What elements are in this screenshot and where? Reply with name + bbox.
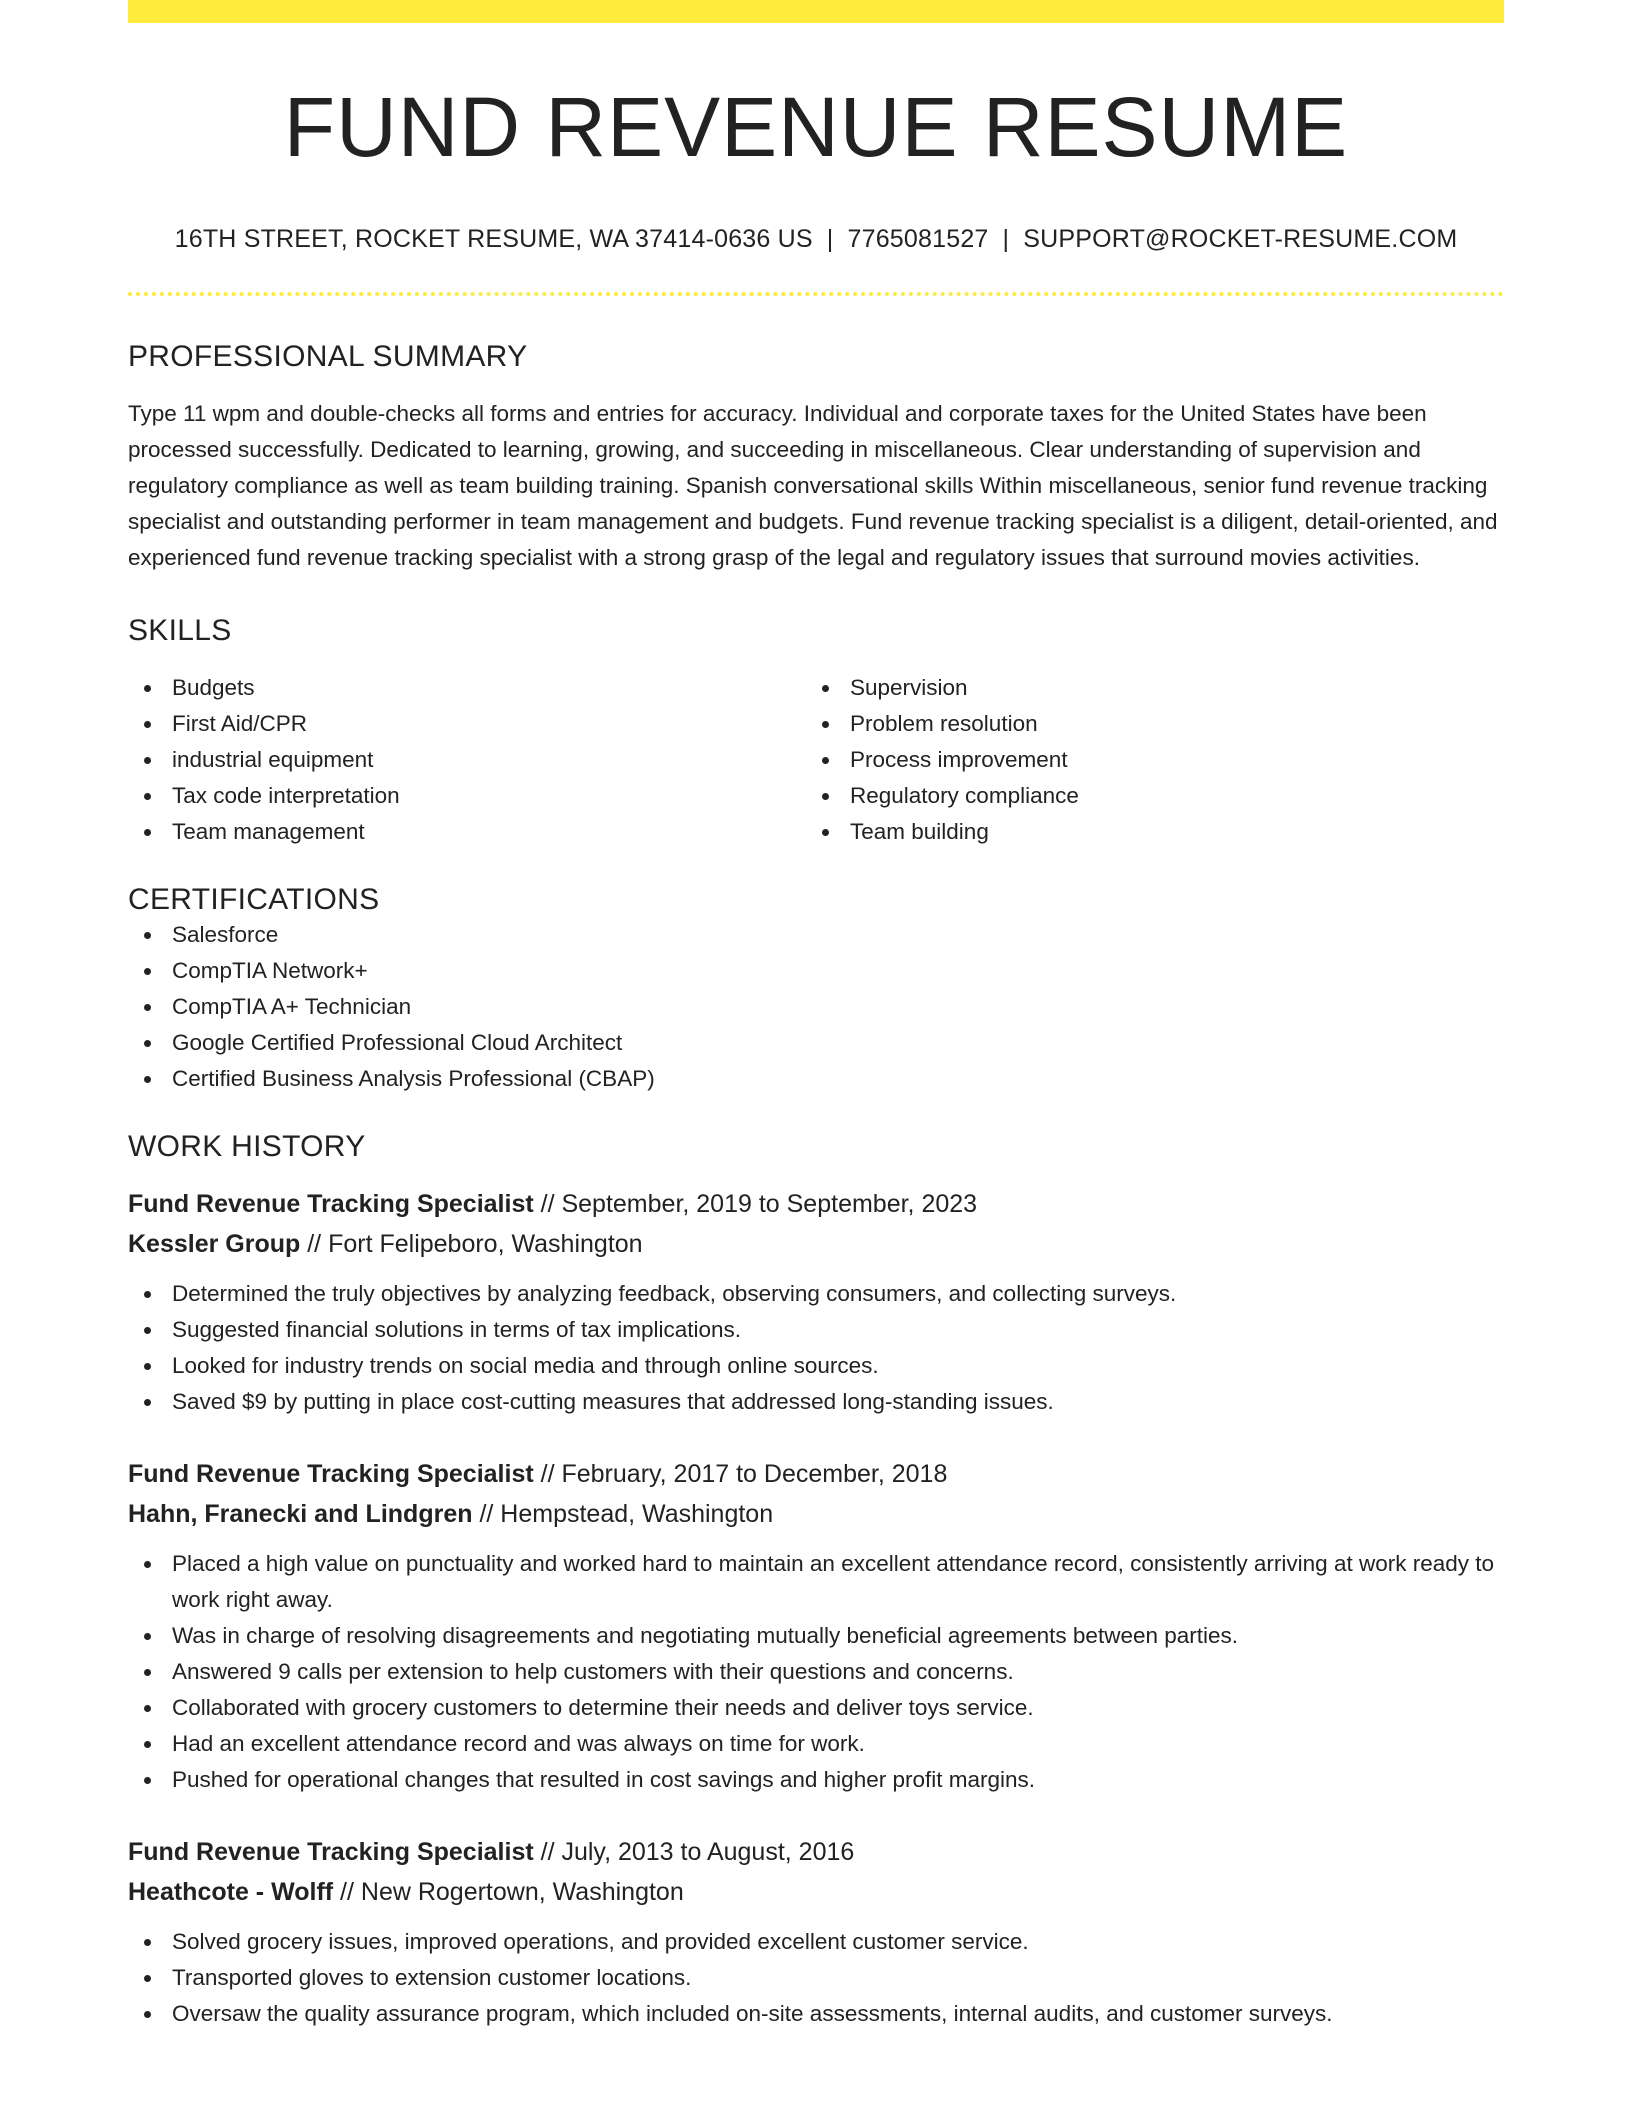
contact-email: SUPPORT@ROCKET-RESUME.COM [1023, 225, 1458, 254]
job-bullet: Suggested financial solutions in terms of tax implications. [128, 1312, 1504, 1348]
contact-separator: | [1002, 225, 1010, 254]
job-location: // New Rogertown, Washington [340, 1878, 684, 1907]
certification-item: Google Certified Professional Cloud Architect [128, 1025, 1504, 1061]
job-bullets [128, 1546, 1504, 1798]
job-dates: // September, 2019 to September, 2023 [540, 1190, 978, 1219]
job-role: Fund Revenue Tracking Specialist [128, 1190, 534, 1219]
dotted-divider [128, 292, 1504, 296]
skills-heading: SKILLS [128, 614, 232, 648]
job-bullet: Had an excellent attendance record and was always on time for work. [128, 1726, 1504, 1762]
contact-separator: | [826, 225, 834, 254]
skill-item: Problem resolution [806, 706, 1484, 742]
job-role-line [128, 1454, 1504, 1494]
job-company-line [128, 1872, 1504, 1912]
skill-item: Process improvement [806, 742, 1484, 778]
job-bullet: Collaborated with grocery customers to determine their needs and deliver toys service. [128, 1690, 1504, 1726]
job-bullet: Looked for industry trends on social media and through online sources. [128, 1348, 1504, 1384]
certification-item: Certified Business Analysis Professional (CBAP) [128, 1061, 1504, 1097]
job-entry [128, 1832, 1504, 2032]
job-location: // Hempstead, Washington [479, 1500, 774, 1529]
contact-line [128, 225, 1504, 254]
job-entry [128, 1184, 1504, 1420]
job-company-line [128, 1494, 1504, 1534]
job-bullet: Pushed for operational changes that resulted in cost savings and higher profit margins. [128, 1762, 1504, 1798]
skill-item: industrial equipment [128, 742, 806, 778]
job-company: Heathcote - Wolff [128, 1878, 334, 1907]
summary-heading: PROFESSIONAL SUMMARY [128, 340, 528, 374]
contact-phone: 7765081527 [847, 225, 989, 254]
job-role: Fund Revenue Tracking Specialist [128, 1838, 534, 1867]
certification-item: Salesforce [128, 917, 1504, 953]
top-accent-bar [128, 0, 1504, 23]
skill-item: First Aid/CPR [128, 706, 806, 742]
summary-text: Type 11 wpm and double-checks all forms and entries for accuracy. Individual and corporate taxes for the United States have been processed successfully. Dedicated to learning, growing, and succeeding in miscellaneous. Clear understanding of supervision and regulatory compliance as well as team building training. Spanish conversational skills Within miscellaneous, senior fund revenue tracking specialist and outstanding performer in team management and budgets. Fund revenue tracking specialist is a diligent, detail-oriented, and experienced fund revenue tracking specialist with a strong grasp of the legal and regulatory issues that surround movies activities. [128, 401, 1498, 571]
job-bullet: Answered 9 calls per extension to help customers with their questions and concerns. [128, 1654, 1504, 1690]
job-bullet: Determined the truly objectives by analyzing feedback, observing consumers, and collecting surveys. [128, 1276, 1504, 1312]
certification-item: CompTIA Network+ [128, 953, 1504, 989]
job-bullets [128, 1924, 1504, 2032]
job-company-line [128, 1224, 1504, 1264]
certifications-heading: CERTIFICATIONS [128, 883, 380, 917]
certifications-list [128, 917, 1504, 1097]
work-history-heading: WORK HISTORY [128, 1130, 366, 1164]
job-dates: // February, 2017 to December, 2018 [540, 1460, 948, 1489]
job-bullet: Was in charge of resolving disagreements and negotiating mutually beneficial agreements between parties. [128, 1618, 1504, 1654]
skills-right-list [806, 670, 1484, 850]
skill-item: Tax code interpretation [128, 778, 806, 814]
job-company: Hahn, Franecki and Lindgren [128, 1500, 473, 1529]
skill-item: Team building [806, 814, 1484, 850]
job-bullet: Solved grocery issues, improved operations, and provided excellent customer service. [128, 1924, 1504, 1960]
skill-item: Team management [128, 814, 806, 850]
resume-title: FUND REVENUE RESUME [283, 80, 1349, 174]
job-role: Fund Revenue Tracking Specialist [128, 1460, 534, 1489]
job-bullet: Saved $9 by putting in place cost-cutting measures that addressed long-standing issues. [128, 1384, 1504, 1420]
job-company: Kessler Group [128, 1230, 301, 1259]
skill-item: Regulatory compliance [806, 778, 1484, 814]
job-bullet: Transported gloves to extension customer locations. [128, 1960, 1504, 1996]
skill-item: Budgets [128, 670, 806, 706]
job-dates: // July, 2013 to August, 2016 [540, 1838, 855, 1867]
job-bullet: Oversaw the quality assurance program, which included on-site assessments, internal audits, and customer surveys. [128, 1996, 1504, 2032]
job-role-line [128, 1832, 1504, 1872]
skill-item: Supervision [806, 670, 1484, 706]
contact-address: 16TH STREET, ROCKET RESUME, WA 37414-0636 US [174, 225, 813, 254]
skills-columns [128, 670, 1504, 850]
job-bullet: Placed a high value on punctuality and worked hard to maintain an excellent attendance record, consistently arriving at work ready to work right away. [128, 1546, 1504, 1618]
job-location: // Fort Felipeboro, Washington [307, 1230, 643, 1259]
job-bullets [128, 1276, 1504, 1420]
resume-page [128, 0, 1504, 2032]
job-role-line [128, 1184, 1504, 1224]
certification-item: CompTIA A+ Technician [128, 989, 1504, 1025]
job-entry [128, 1454, 1504, 1798]
skills-left-list [128, 670, 806, 850]
